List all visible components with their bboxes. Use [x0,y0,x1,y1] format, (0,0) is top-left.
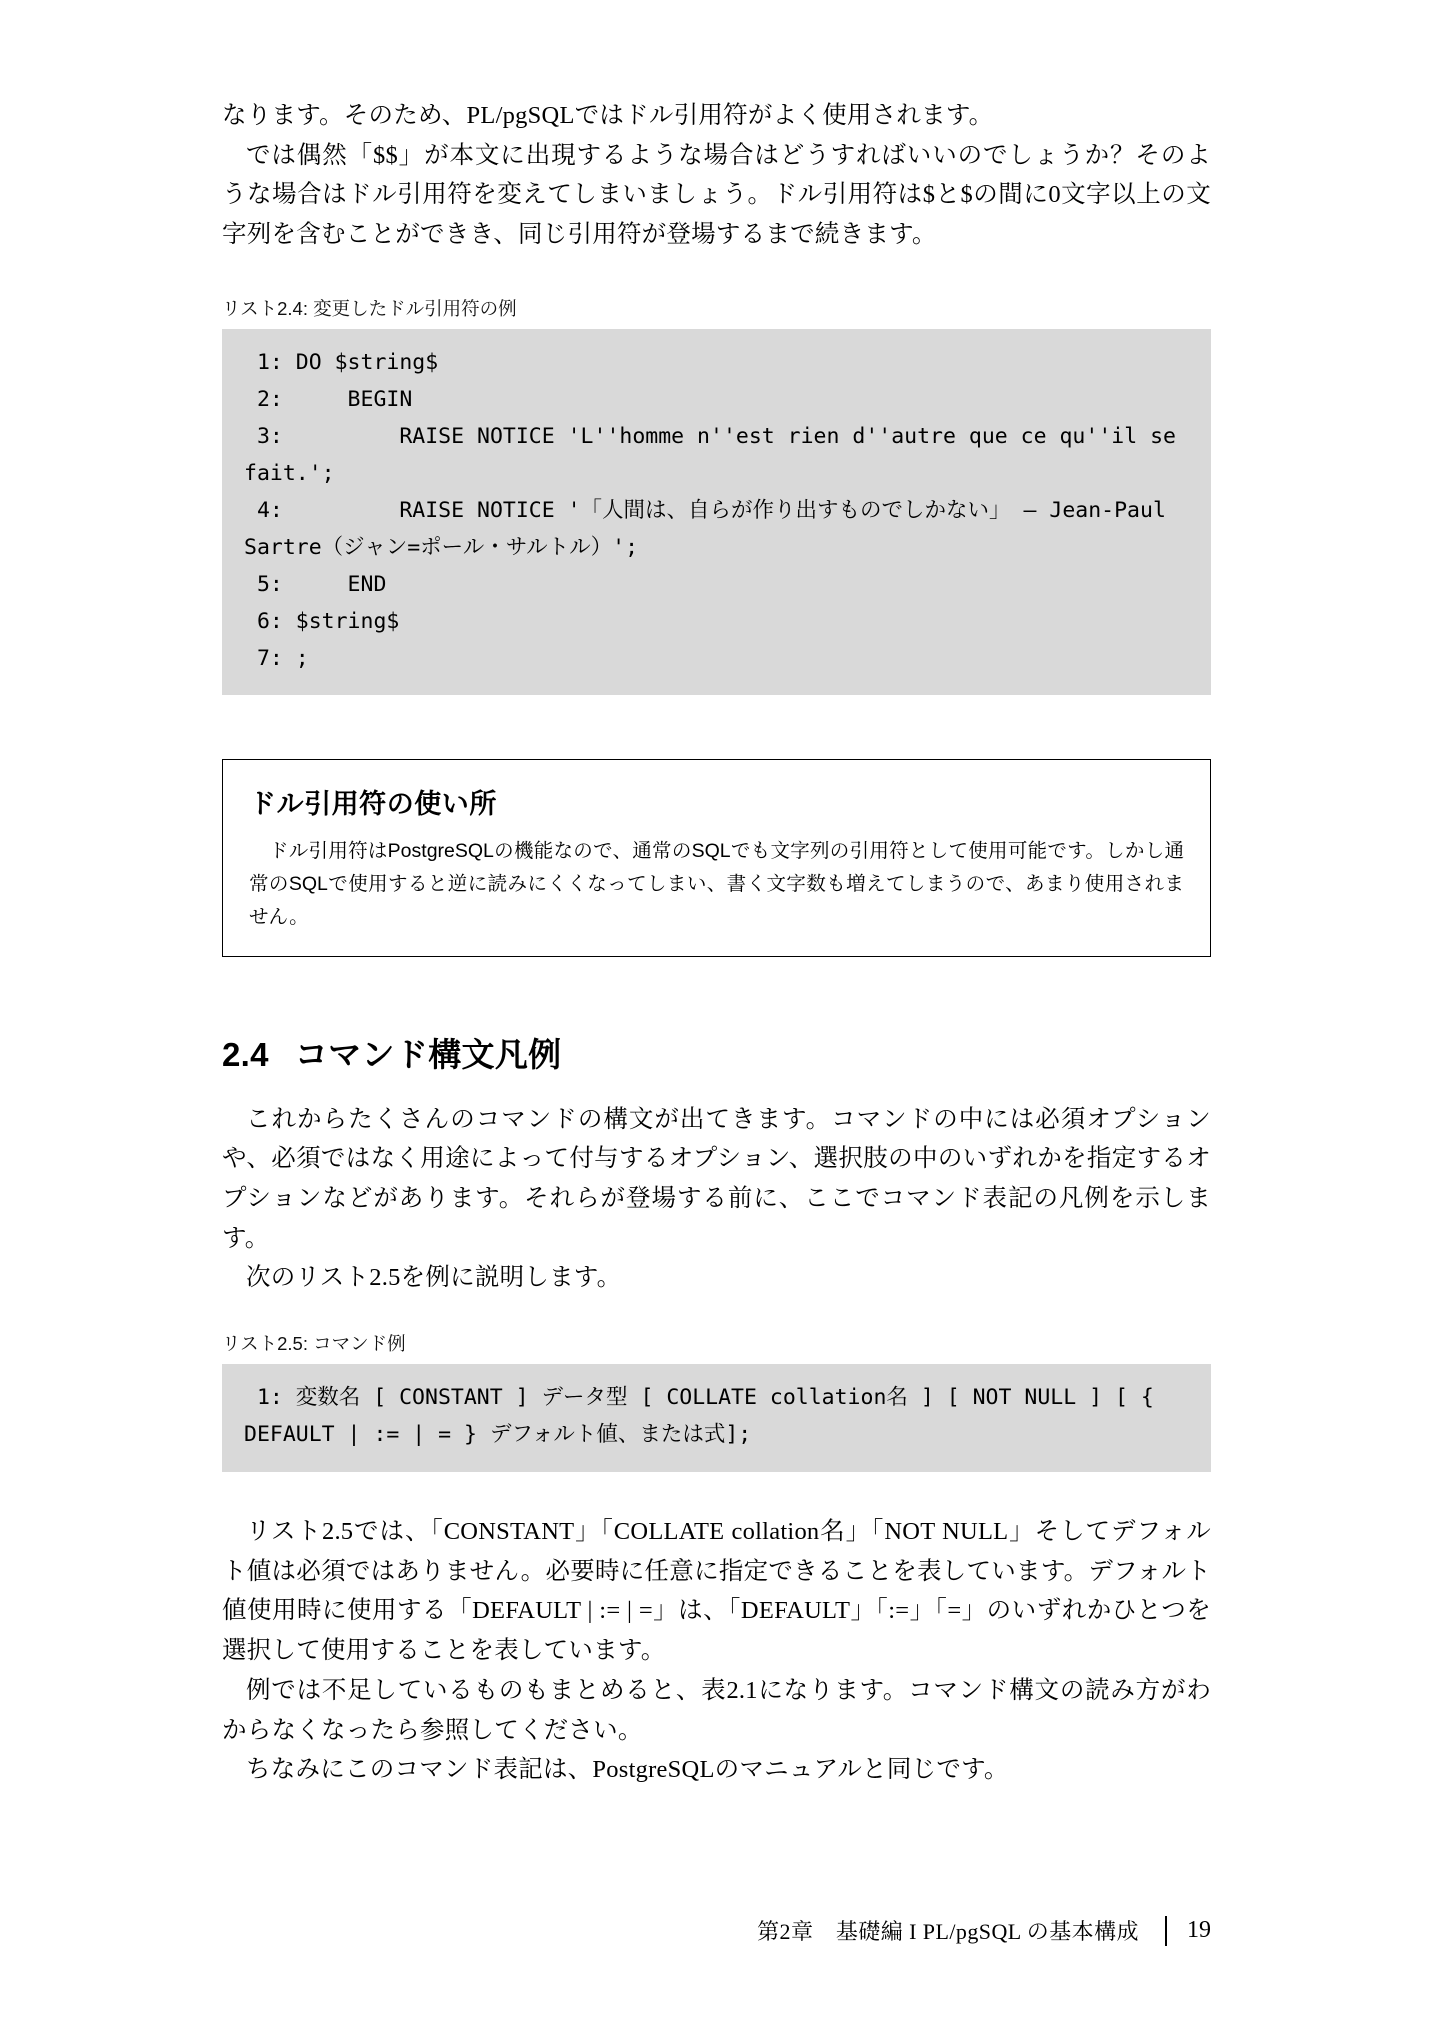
footer-divider [1165,1916,1167,1946]
column-box-title: ドル引用符の使い所 [249,789,497,820]
code-line: 6: $string$ [244,608,400,634]
code-line: 3: RAISE NOTICE 'L''homme n''est rien d''autre que ce qu''il se fait.'; [244,423,1189,486]
code-line: 1: DO $string$ [244,349,439,375]
section-title: コマンド構文凡例 [294,1035,562,1073]
column-box-body: ドル引用符はPostgreSQLの機能なので、通常のSQLでも文字列の引用符として使用可能です。しかし通常のSQLで使用すると逆に読みにくくなってしまい、書く文字数も増えてしまうので、あまり使用されません。 [249,840,1184,928]
code-line: 1: 変数名 [ CONSTANT ] データ型 [ COLLATE collation名 ] [ NOT NULL ] [ { DEFAULT | := | = } デフォルト値、または式]; [244,1385,1167,1448]
code-line: 7: ; [244,645,309,671]
listing-2-5-codeblock [222,1364,1211,1472]
paragraph-table-ref: 例では不足しているものもまとめると、表2.1になります。コマンド構文の読み方がわからなくなったら参照してください。 [222,1676,1211,1744]
paragraph-continuation: なります。そのため、PL/pgSQLではドル引用符がよく使用されます。 [222,102,994,129]
section-heading [222,1029,1211,1076]
paragraph-next-listing: 次のリスト2.5を例に説明します。 [246,1264,622,1292]
code-line: 4: RAISE NOTICE '「人間は、自らが作り出すものでしかない」 – Jean-Paul Sartre（ジャン=ポール・サルトル）'; [244,497,1179,560]
listing-2-4-caption: リスト2.4: 変更したドル引用符の例 [222,297,517,319]
listing-2-5-caption: リスト2.5: コマンド例 [222,1333,406,1355]
footer-chapter-label: 第2章 基礎編 I PL/pgSQL の基本構成 [757,1919,1139,1944]
page-footer [222,1915,1211,1946]
section-number: 2.4 [222,1035,269,1073]
code-line: 5: END [244,571,387,597]
paragraph-manual-note: ちなみにこのコマンド表記は、PostgreSQLのマニュアルと同じです。 [246,1756,1009,1784]
paragraph-dollar-quote: では偶然「$$」が本文に出現するような場合はどうすればいいのでしょうか？そのような場合はドル引用符を変えてしまいましょう。ドル引用符は$と$の間に0文字以上の文字列を含むことができき、同じ引用符が登場するまで続きます。 [222,141,1211,249]
paragraph-optional-explain: リスト2.5では、「CONSTANT」「COLLATE collation名」「NOT NULL」そしてデフォルト値は必須ではありません。必要時に任意に指定できることを表しています。デフォルト値使用時に使用する「DEFAULT | := | =」は、「DEFAULT」「:=」「=」のいずれかひとつを選択して使用することを表しています。 [222,1518,1211,1665]
page-number: 19 [1187,1917,1211,1943]
paragraph-syntax-intro: これからたくさんのコマンドの構文が出てきます。コマンドの中には必須オプションや、必須ではなく用途によって付与するオプション、選択肢の中のいずれかを指定するオプションなどがあります。それらが登場する前に、ここでコマンド表記の凡例を示します。 [222,1105,1212,1252]
column-box [222,759,1211,956]
code-line: 2: BEGIN [244,386,413,412]
listing-2-4-codeblock [222,329,1211,696]
